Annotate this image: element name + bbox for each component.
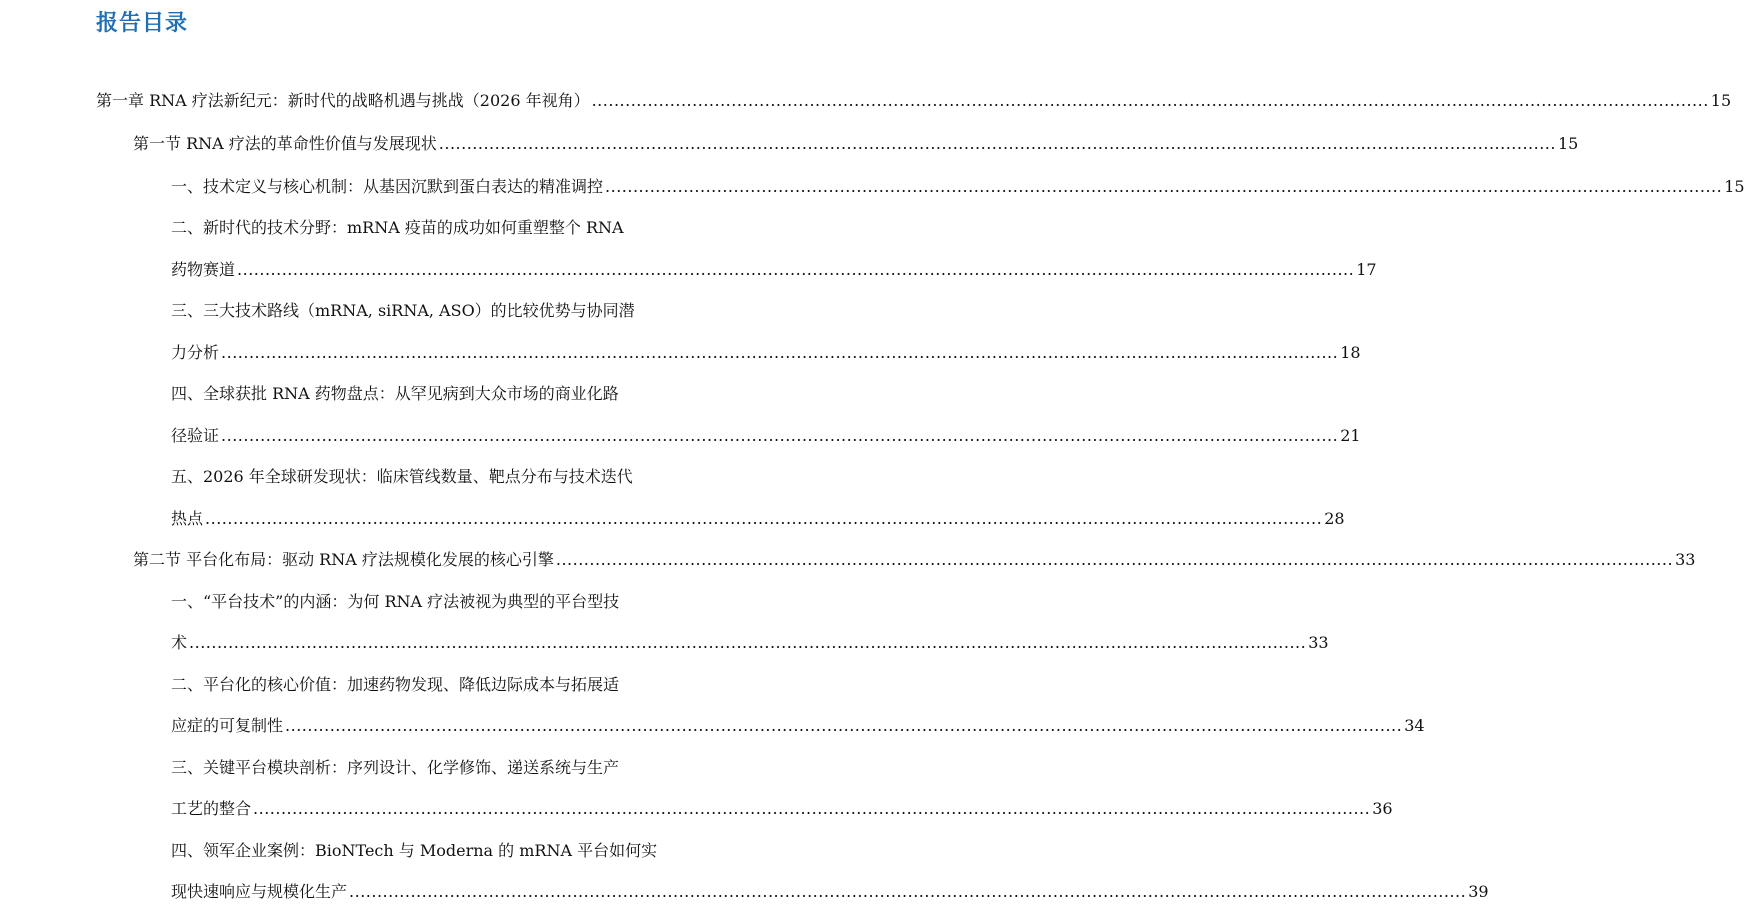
toc-entry-s2-item-3-cont[interactable] — [171, 797, 1393, 821]
leader-dots: ........................................................................................................................................................................................................ — [605, 177, 1723, 196]
toc-entry-s1-item-3[interactable] — [171, 299, 696, 323]
toc-entry-title-continued: 现快速响应与规模化生产 — [171, 882, 348, 901]
toc-entry-title-continued: 径验证 — [171, 426, 220, 445]
toc-page-number: 15 — [1557, 134, 1579, 153]
toc-entry-title: 二、新时代的技术分野：mRNA 疫苗的成功如何重塑整个 RNA — [171, 218, 624, 237]
leader-dots: ........................................................................................................................................................................................................ — [555, 550, 1674, 569]
toc-entry-title-continued: 术 — [171, 633, 188, 652]
toc-entry-title: 四、领军企业案例：BioNTech 与 Moderna 的 mRNA 平台如何实 — [171, 841, 658, 860]
toc-entry-title-continued: 力分析 — [171, 343, 220, 362]
toc-entry-s2-item-2[interactable] — [171, 673, 696, 697]
toc-page-number: 33 — [1675, 550, 1696, 569]
toc-entry-title-continued: 热点 — [171, 509, 204, 528]
toc-page-number: 36 — [1372, 799, 1393, 818]
toc-entry-title: 第一章 RNA 疗法新纪元：新时代的战略机遇与挑战（2026 年视角） — [96, 91, 590, 110]
toc-page-number: 21 — [1340, 426, 1361, 445]
toc-entry-title: 第一节 RNA 疗法的革命性价值与发展现状 — [133, 134, 437, 153]
toc-entry-title-continued: 工艺的整合 — [171, 799, 252, 818]
toc-entry-s1-item-5-cont[interactable] — [171, 507, 1345, 531]
toc-page-number: 34 — [1404, 716, 1425, 735]
leader-dots: ........................................................................................................................................................................................................ — [221, 343, 1339, 362]
toc-entry-s2-item-2-cont[interactable] — [171, 714, 1425, 738]
toc-entry-title-continued: 药物赛道 — [171, 260, 236, 279]
toc-entry-section-2[interactable] — [133, 548, 1696, 572]
toc-page-number: 33 — [1308, 633, 1329, 652]
leader-dots: ........................................................................................................................................................................................................ — [285, 716, 1403, 735]
page-title: 报告目录 — [96, 11, 189, 36]
toc-page-number: 17 — [1356, 260, 1377, 279]
toc-entry-chapter-1[interactable] — [96, 89, 1732, 113]
toc-entry-title-continued: 应症的可复制性 — [171, 716, 284, 735]
toc-page-number: 28 — [1324, 509, 1345, 528]
toc-entry-s2-item-3[interactable] — [171, 756, 696, 780]
toc-entry-s1-item-1[interactable] — [171, 175, 1745, 199]
toc-page-number: 15 — [1724, 177, 1745, 196]
leader-dots: ........................................................................................................................................................................................................ — [438, 134, 1556, 153]
toc-entry-section-1[interactable] — [133, 132, 1579, 156]
toc-entry-title: 五、2026 年全球研发现状：临床管线数量、靶点分布与技术迭代 — [171, 467, 633, 486]
leader-dots: ........................................................................................................................................................................................................ — [591, 91, 1709, 110]
toc-entry-title: 第二节 平台化布局：驱动 RNA 疗法规模化发展的核心引擎 — [133, 550, 554, 569]
toc-entry-s1-item-4[interactable] — [171, 382, 696, 406]
toc-entry-title: 三、三大技术路线（mRNA, siRNA, ASO）的比较优势与协同潜 — [171, 301, 635, 320]
toc-entry-s1-item-4-cont[interactable] — [171, 424, 1361, 448]
toc-entry-title: 三、关键平台模块剖析：序列设计、化学修饰、递送系统与生产 — [171, 758, 620, 777]
toc-entry-s2-item-4[interactable] — [171, 839, 696, 863]
toc-entry-title: 四、全球获批 RNA 药物盘点：从罕见病到大众市场的商业化路 — [171, 384, 619, 403]
leader-dots: ........................................................................................................................................................................................................ — [253, 799, 1371, 818]
toc-page-number: 15 — [1710, 91, 1732, 110]
toc-page-number: 39 — [1468, 882, 1489, 901]
toc-entry-title: 一、技术定义与核心机制：从基因沉默到蛋白表达的精准调控 — [171, 177, 604, 196]
toc-entry-s2-item-1-cont[interactable] — [171, 631, 1329, 655]
leader-dots: ........................................................................................................................................................................................................ — [349, 882, 1467, 901]
toc-entry-s2-item-1[interactable] — [171, 590, 696, 614]
toc-entry-s1-item-2[interactable] — [171, 216, 696, 240]
toc-entry-s1-item-3-cont[interactable] — [171, 341, 1361, 365]
toc-entry-s2-item-4-cont[interactable] — [171, 880, 1489, 904]
leader-dots: ........................................................................................................................................................................................................ — [189, 633, 1307, 652]
toc-entry-title: 一、“平台技术”的内涵：为何 RNA 疗法被视为典型的平台型技 — [171, 592, 620, 611]
toc-entry-title: 二、平台化的核心价值：加速药物发现、降低边际成本与拓展适 — [171, 675, 620, 694]
toc-page-number: 18 — [1340, 343, 1361, 362]
leader-dots: ........................................................................................................................................................................................................ — [237, 260, 1355, 279]
leader-dots: ........................................................................................................................................................................................................ — [221, 426, 1339, 445]
toc-entry-s1-item-5[interactable] — [171, 465, 696, 489]
toc-entry-s1-item-2-cont[interactable] — [171, 258, 1377, 282]
leader-dots: ........................................................................................................................................................................................................ — [205, 509, 1323, 528]
